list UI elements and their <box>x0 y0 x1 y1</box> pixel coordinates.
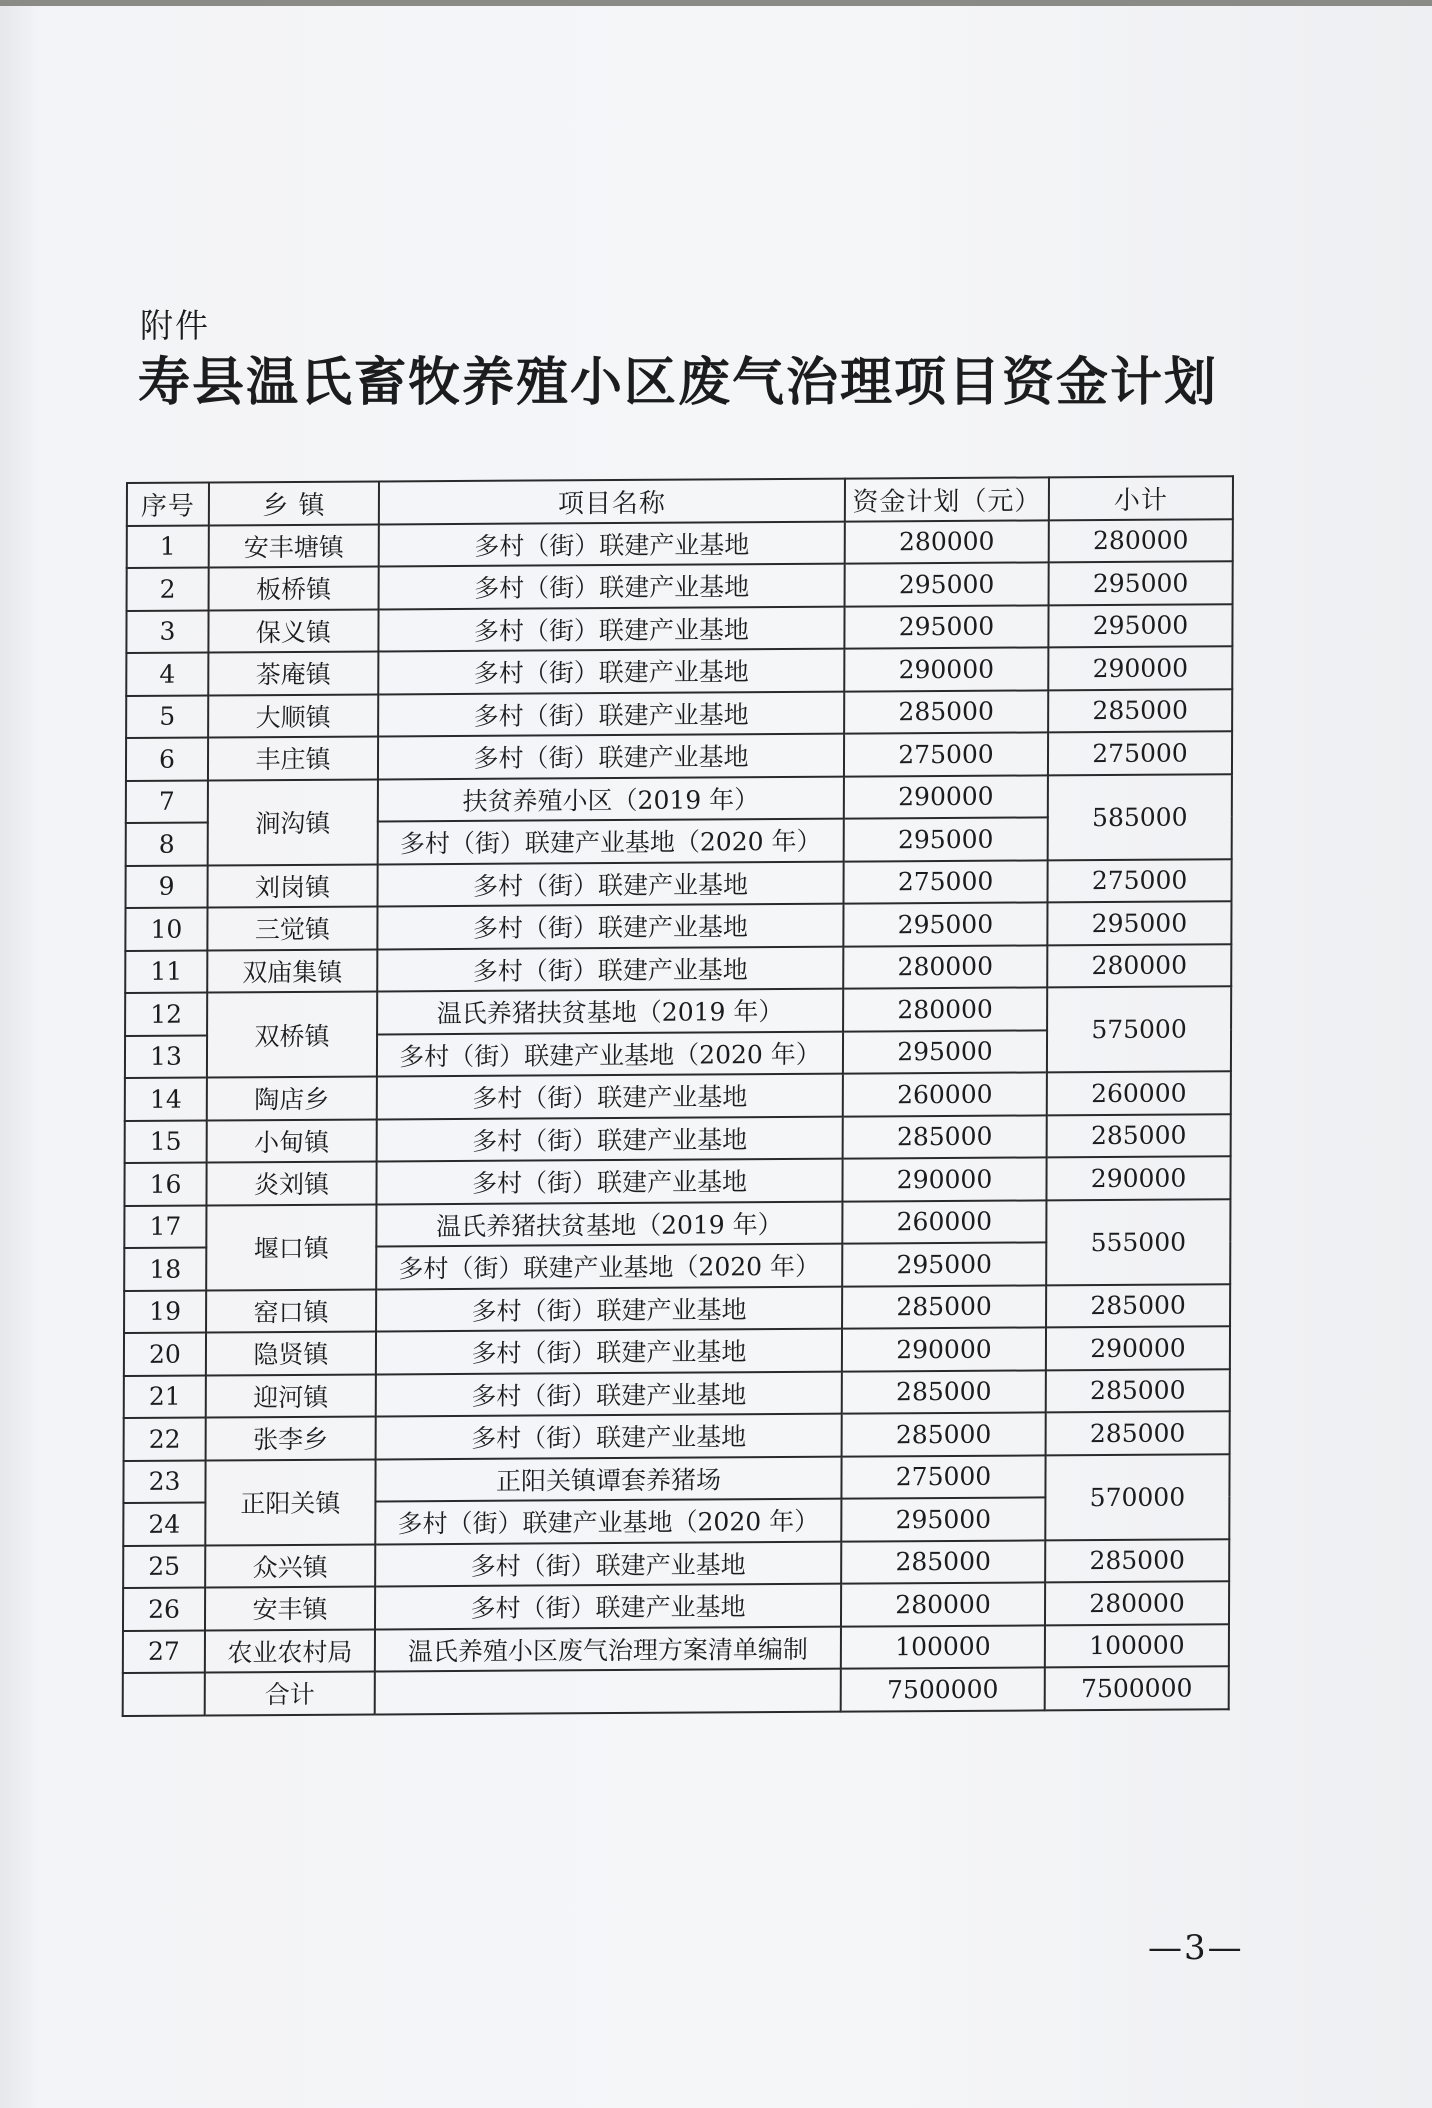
row-number: 18 <box>124 1248 206 1291</box>
table-row <box>124 1284 1230 1333</box>
row-number: 8 <box>126 823 208 866</box>
fund-amount: 280000 <box>843 987 1047 1031</box>
town-name: 众兴镇 <box>205 1544 375 1588</box>
subtotal-amount: 280000 <box>1049 519 1233 563</box>
town-name: 双庙集镇 <box>207 949 377 993</box>
subtotal-amount: 285000 <box>1045 1539 1229 1583</box>
fund-amount: 285000 <box>842 1412 1046 1456</box>
table-row <box>126 689 1232 738</box>
table-row <box>125 1071 1231 1120</box>
table-header-row <box>127 476 1233 525</box>
fund-amount: 260000 <box>842 1200 1046 1244</box>
table-row <box>124 1369 1230 1418</box>
subtotal-amount: 575000 <box>1047 986 1231 1072</box>
table-row <box>124 1411 1230 1460</box>
row-number: 22 <box>124 1418 206 1461</box>
fund-amount: 275000 <box>841 1455 1045 1499</box>
town-name: 迎河镇 <box>206 1374 376 1418</box>
total-subtotal: 7500000 <box>1045 1666 1229 1710</box>
project-name: 多村（街）联建产业基地 <box>377 946 843 991</box>
row-number: 7 <box>126 780 208 823</box>
town-name: 窑口镇 <box>206 1289 376 1333</box>
subtotal-amount: 285000 <box>1046 1284 1230 1328</box>
subtotal-amount: 295000 <box>1049 561 1233 605</box>
fund-amount: 290000 <box>842 1157 1046 1201</box>
project-name: 多村（街）联建产业基地（2020 年） <box>378 819 844 864</box>
row-number: 5 <box>126 695 208 738</box>
attachment-label: 附件 <box>140 306 210 345</box>
subtotal-amount: 290000 <box>1048 646 1232 690</box>
subtotal-amount: 280000 <box>1045 1581 1229 1625</box>
town-name: 丰庄镇 <box>208 736 378 780</box>
fund-amount: 280000 <box>841 1582 1045 1626</box>
fund-amount: 285000 <box>842 1370 1046 1414</box>
project-name: 温氏养猪扶贫基地（2019 年） <box>377 989 843 1034</box>
town-name: 堰口镇 <box>206 1204 376 1290</box>
total-project-cell <box>375 1669 841 1714</box>
table-row <box>126 646 1232 695</box>
subtotal-amount: 285000 <box>1046 1369 1230 1413</box>
fund-amount: 290000 <box>844 775 1048 819</box>
table-row <box>123 1454 1229 1503</box>
town-name: 隐贤镇 <box>206 1331 376 1375</box>
row-number: 14 <box>125 1078 207 1121</box>
project-name: 多村（街）联建产业基地 <box>376 1286 842 1331</box>
total-row <box>123 1666 1229 1715</box>
table-row <box>123 1539 1229 1588</box>
town-name: 双桥镇 <box>207 991 377 1077</box>
fund-amount: 280000 <box>845 520 1049 564</box>
table-row <box>126 859 1232 908</box>
town-name: 三觉镇 <box>207 906 377 950</box>
project-name: 多村（街）联建产业基地 <box>378 691 844 736</box>
fund-amount: 290000 <box>842 1327 1046 1371</box>
table-row <box>127 561 1233 610</box>
town-name: 刘岗镇 <box>208 864 378 908</box>
town-name: 保义镇 <box>208 609 378 653</box>
town-name: 小甸镇 <box>207 1119 377 1163</box>
subtotal-amount: 295000 <box>1048 604 1232 648</box>
project-name: 多村（街）联建产业基地 <box>379 564 845 609</box>
town-name: 陶店乡 <box>207 1076 377 1120</box>
town-name: 大顺镇 <box>208 694 378 738</box>
subtotal-amount: 285000 <box>1046 1411 1230 1455</box>
project-name: 多村（街）联建产业基地 <box>376 1414 842 1459</box>
table-row <box>125 986 1231 1035</box>
document-title: 寿县温氏畜牧养殖小区废气治理项目资金计划 <box>138 352 1219 413</box>
row-number: 20 <box>124 1333 206 1376</box>
project-name: 多村（街）联建产业基地（2020 年） <box>376 1244 842 1289</box>
header-fund: 资金计划（元） <box>845 477 1049 521</box>
row-number: 26 <box>123 1588 205 1631</box>
header-no: 序号 <box>127 482 209 525</box>
row-number: 4 <box>126 652 208 695</box>
project-name: 温氏养殖小区废气治理方案清单编制 <box>375 1626 841 1671</box>
fund-amount: 295000 <box>843 902 1047 946</box>
project-name: 多村（街）联建产业基地 <box>377 904 843 949</box>
project-name: 多村（街）联建产业基地 <box>378 649 844 694</box>
total-no-cell <box>123 1673 205 1716</box>
project-name: 多村（街）联建产业基地 <box>375 1584 841 1629</box>
row-number: 15 <box>125 1120 207 1163</box>
scan-top-edge <box>0 0 1432 6</box>
row-number: 11 <box>125 950 207 993</box>
fund-amount: 100000 <box>841 1625 1045 1669</box>
row-number: 6 <box>126 738 208 781</box>
table-row <box>125 944 1231 993</box>
table-row <box>126 604 1232 653</box>
project-name: 多村（街）联建产业基地 <box>377 1116 843 1161</box>
project-name: 多村（街）联建产业基地（2020 年） <box>375 1499 841 1544</box>
project-name: 多村（街）联建产业基地 <box>377 1074 843 1119</box>
fund-amount: 290000 <box>844 647 1048 691</box>
row-number: 19 <box>124 1290 206 1333</box>
subtotal-amount: 290000 <box>1046 1156 1230 1200</box>
total-label: 合计 <box>205 1671 375 1715</box>
town-name: 张李乡 <box>206 1416 376 1460</box>
table-row <box>123 1624 1229 1673</box>
project-name: 多村（街）联建产业基地 <box>376 1371 842 1416</box>
project-name: 多村（街）联建产业基地 <box>376 1159 842 1204</box>
row-number: 1 <box>127 525 209 568</box>
fund-amount: 280000 <box>843 945 1047 989</box>
project-name: 温氏养猪扶贫基地（2019 年） <box>376 1201 842 1246</box>
town-name: 农业农村局 <box>205 1629 375 1673</box>
header-project: 项目名称 <box>379 479 845 524</box>
header-town: 乡 镇 <box>209 481 379 525</box>
table-row <box>126 731 1232 780</box>
row-number: 24 <box>123 1503 205 1546</box>
row-number: 16 <box>124 1163 206 1206</box>
project-name: 多村（街）联建产业基地 <box>378 861 844 906</box>
table-row <box>124 1156 1230 1205</box>
project-name: 扶贫养殖小区（2019 年） <box>378 776 844 821</box>
row-number: 25 <box>123 1545 205 1588</box>
fund-amount: 295000 <box>844 605 1048 649</box>
fund-amount: 285000 <box>843 1115 1047 1159</box>
subtotal-amount: 585000 <box>1048 774 1232 860</box>
fund-amount: 295000 <box>843 1030 1047 1074</box>
subtotal-amount: 555000 <box>1046 1199 1230 1285</box>
row-number: 2 <box>127 567 209 610</box>
row-number: 3 <box>126 610 208 653</box>
subtotal-amount: 295000 <box>1047 901 1231 945</box>
subtotal-amount: 285000 <box>1047 1114 1231 1158</box>
town-name: 正阳关镇 <box>205 1459 375 1545</box>
fund-amount: 295000 <box>845 562 1049 606</box>
subtotal-amount: 275000 <box>1048 731 1232 775</box>
row-number: 17 <box>124 1205 206 1248</box>
page-number: —3— <box>1148 1928 1244 1968</box>
town-name: 涧沟镇 <box>208 779 378 865</box>
project-name: 多村（街）联建产业基地 <box>379 521 845 566</box>
subtotal-amount: 275000 <box>1048 859 1232 903</box>
fund-amount: 295000 <box>842 1242 1046 1286</box>
project-name: 多村（街）联建产业基地 <box>378 606 844 651</box>
fund-amount: 285000 <box>842 1285 1046 1329</box>
project-name: 多村（街）联建产业基地 <box>376 1329 842 1374</box>
row-number: 12 <box>125 993 207 1036</box>
row-number: 27 <box>123 1630 205 1673</box>
row-number: 21 <box>124 1375 206 1418</box>
table-row <box>126 774 1232 823</box>
subtotal-amount: 100000 <box>1045 1624 1229 1668</box>
subtotal-amount: 570000 <box>1045 1454 1229 1540</box>
project-name: 多村（街）联建产业基地 <box>378 734 844 779</box>
project-name: 正阳关镇谭套养猪场 <box>375 1456 841 1501</box>
town-name: 板桥镇 <box>209 566 379 610</box>
subtotal-amount: 290000 <box>1046 1326 1230 1370</box>
town-name: 安丰塘镇 <box>209 524 379 568</box>
subtotal-amount: 280000 <box>1047 944 1231 988</box>
header-subtotal: 小计 <box>1049 476 1233 520</box>
subtotal-amount: 285000 <box>1048 689 1232 733</box>
fund-amount: 295000 <box>841 1497 1045 1541</box>
fund-amount: 295000 <box>844 817 1048 861</box>
fund-amount: 260000 <box>843 1072 1047 1116</box>
table-row <box>124 1326 1230 1375</box>
fund-plan-table <box>122 475 1234 1716</box>
total-fund: 7500000 <box>841 1667 1045 1711</box>
town-name: 安丰镇 <box>205 1586 375 1630</box>
row-number: 9 <box>126 865 208 908</box>
table-row <box>123 1581 1229 1630</box>
row-number: 23 <box>123 1460 205 1503</box>
table-row <box>125 1114 1231 1163</box>
fund-amount: 285000 <box>844 690 1048 734</box>
table-row <box>124 1199 1230 1248</box>
table-row <box>127 519 1233 568</box>
fund-amount: 275000 <box>844 732 1048 776</box>
town-name: 茶庵镇 <box>208 651 378 695</box>
subtotal-amount: 260000 <box>1047 1071 1231 1115</box>
table-row <box>125 901 1231 950</box>
fund-amount: 275000 <box>844 860 1048 904</box>
project-name: 多村（街）联建产业基地（2020 年） <box>377 1031 843 1076</box>
row-number: 13 <box>125 1035 207 1078</box>
town-name: 炎刘镇 <box>206 1161 376 1205</box>
project-name: 多村（街）联建产业基地 <box>375 1541 841 1586</box>
row-number: 10 <box>125 908 207 951</box>
fund-amount: 285000 <box>841 1540 1045 1584</box>
